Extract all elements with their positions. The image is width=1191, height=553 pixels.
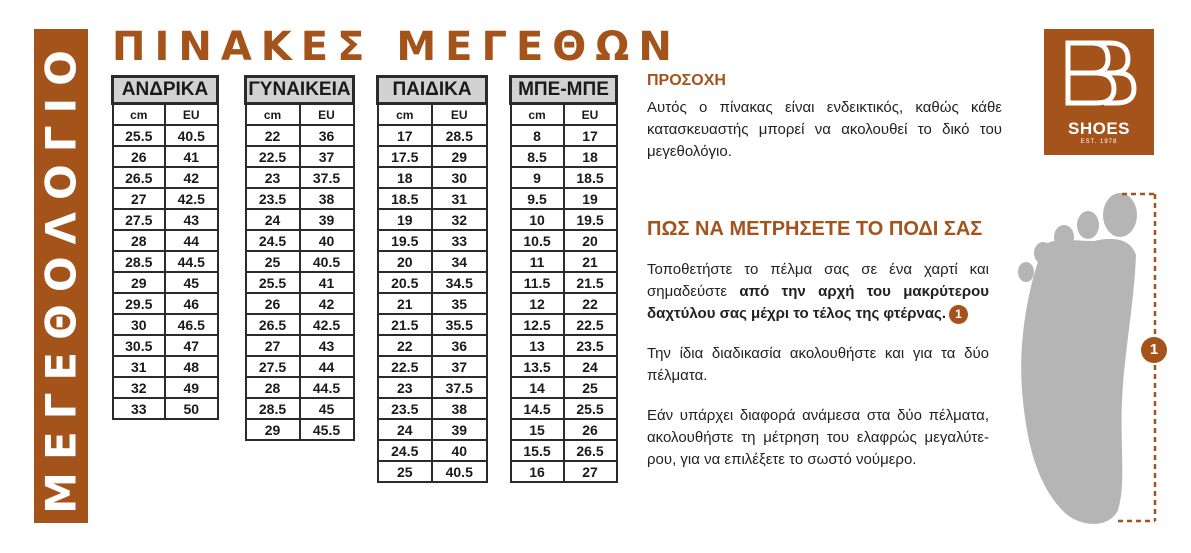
cm-cell: 8.5 — [511, 146, 564, 167]
column-header-eu: EU — [165, 104, 218, 126]
cm-cell: 27.5 — [113, 209, 166, 230]
eu-cell: 41 — [165, 146, 218, 167]
eu-cell: 43 — [165, 209, 218, 230]
table-row — [378, 314, 487, 335]
logo-name: SHOES — [1067, 119, 1131, 138]
cm-cell: 22 — [378, 335, 432, 356]
eu-cell: 37 — [300, 146, 354, 167]
cm-cell: 25 — [246, 251, 300, 272]
cm-cell: 13 — [511, 335, 564, 356]
table-row — [378, 209, 487, 230]
eu-cell: 38 — [432, 398, 487, 419]
column-header-cm: cm — [378, 104, 432, 126]
cm-cell: 28.5 — [246, 398, 300, 419]
table-row — [378, 188, 487, 209]
cm-cell: 20.5 — [378, 272, 432, 293]
cm-cell: 22.5 — [246, 146, 300, 167]
toe-icon — [1034, 242, 1052, 264]
cm-cell: 24.5 — [378, 440, 432, 461]
cm-cell: 19 — [378, 209, 432, 230]
eu-cell: 42 — [300, 293, 354, 314]
table-row — [113, 272, 218, 293]
eu-cell: 45 — [165, 272, 218, 293]
size-table — [509, 75, 618, 483]
eu-cell: 40.5 — [432, 461, 487, 482]
eu-cell: 40 — [432, 440, 487, 461]
eu-cell: 41 — [300, 272, 354, 293]
eu-cell: 40.5 — [165, 125, 218, 146]
table-title: ΠΑΙΔΙΚΑ — [378, 77, 487, 104]
table-row — [246, 230, 354, 251]
toe-icon — [1103, 193, 1137, 237]
cm-cell: 29 — [113, 272, 166, 293]
eu-cell: 24 — [564, 356, 617, 377]
cm-cell: 19.5 — [378, 230, 432, 251]
cm-cell: 23 — [378, 377, 432, 398]
table-row — [378, 125, 487, 146]
table-row — [246, 167, 354, 188]
table-row — [511, 335, 617, 356]
table-row — [113, 356, 218, 377]
eu-cell: 36 — [432, 335, 487, 356]
measure-p1-bold: από την αρχή του μακρύτερου δαχτύλου σας μέχρι το τέλος της φτέρνας. — [647, 283, 989, 322]
cm-cell: 12.5 — [511, 314, 564, 335]
cm-cell: 28 — [246, 377, 300, 398]
table-row — [511, 398, 617, 419]
cm-cell: 32 — [113, 377, 166, 398]
eu-cell: 26.5 — [564, 440, 617, 461]
table-row — [246, 335, 354, 356]
table-row — [113, 377, 218, 398]
eu-cell: 45 — [300, 398, 354, 419]
cm-cell: 23.5 — [246, 188, 300, 209]
cm-cell: 11.5 — [511, 272, 564, 293]
table-row — [511, 461, 617, 482]
measure-heading: ΠΩΣ ΝΑ ΜΕΤΡΗΣΕΤΕ ΤΟ ΠΟΔΙ ΣΑΣ — [647, 218, 983, 240]
cm-cell: 28.5 — [113, 251, 166, 272]
cm-cell: 16 — [511, 461, 564, 482]
table-row — [113, 293, 218, 314]
eu-cell: 23.5 — [564, 335, 617, 356]
eu-cell: 40 — [300, 230, 354, 251]
table-row — [113, 314, 218, 335]
cm-cell: 15.5 — [511, 440, 564, 461]
cm-cell: 33 — [113, 398, 166, 419]
logo-est: EST. 1978 — [1080, 139, 1118, 145]
eu-cell: 32 — [432, 209, 487, 230]
table-row — [246, 419, 354, 440]
eu-cell: 39 — [432, 419, 487, 440]
eu-cell: 25.5 — [564, 398, 617, 419]
cm-cell: 22.5 — [378, 356, 432, 377]
table-row — [511, 377, 617, 398]
cm-cell: 12 — [511, 293, 564, 314]
table-row — [511, 440, 617, 461]
eu-cell: 44.5 — [300, 377, 354, 398]
eu-cell: 19 — [564, 188, 617, 209]
cm-cell: 30.5 — [113, 335, 166, 356]
eu-cell: 38 — [300, 188, 354, 209]
table-row — [511, 188, 617, 209]
cm-cell: 17 — [378, 125, 432, 146]
eu-cell: 42.5 — [165, 188, 218, 209]
measure-paragraph-1 — [647, 259, 989, 325]
eu-cell: 17 — [564, 125, 617, 146]
cm-cell: 26.5 — [246, 314, 300, 335]
table-row — [246, 314, 354, 335]
table-row — [511, 167, 617, 188]
cm-cell: 18 — [378, 167, 432, 188]
column-header-eu: EU — [432, 104, 487, 126]
eu-cell: 42.5 — [300, 314, 354, 335]
eu-cell: 26 — [564, 419, 617, 440]
page-title: ΠΙΝΑΚΕΣ ΜΕΓΕΘΩΝ — [112, 24, 681, 70]
table-row — [113, 209, 218, 230]
cm-cell: 25 — [378, 461, 432, 482]
eu-cell: 49 — [165, 377, 218, 398]
cm-cell: 9.5 — [511, 188, 564, 209]
eu-cell: 42 — [165, 167, 218, 188]
eu-cell: 21.5 — [564, 272, 617, 293]
eu-cell: 18 — [564, 146, 617, 167]
table-row — [511, 272, 617, 293]
table-row — [511, 146, 617, 167]
table-title: ΓΥΝΑΙΚΕΙΑ — [246, 77, 354, 104]
vertical-title-bar — [34, 29, 88, 523]
toe-icon — [1077, 211, 1099, 239]
table-row — [378, 461, 487, 482]
table-row — [511, 356, 617, 377]
table-row — [378, 356, 487, 377]
table-row — [378, 230, 487, 251]
eu-cell: 48 — [165, 356, 218, 377]
eu-cell: 22.5 — [564, 314, 617, 335]
eu-cell: 18.5 — [564, 167, 617, 188]
cm-cell: 31 — [113, 356, 166, 377]
table-row — [246, 293, 354, 314]
cm-cell: 10.5 — [511, 230, 564, 251]
eu-cell: 44 — [300, 356, 354, 377]
eu-cell: 28.5 — [432, 125, 487, 146]
eu-cell: 37 — [432, 356, 487, 377]
cm-cell: 25.5 — [246, 272, 300, 293]
table-row — [378, 419, 487, 440]
cm-cell: 10 — [511, 209, 564, 230]
eu-cell: 27 — [564, 461, 617, 482]
table-row — [246, 209, 354, 230]
cm-cell: 26 — [246, 293, 300, 314]
cm-cell: 28 — [113, 230, 166, 251]
notice-heading: ΠΡΟΣΟΧΗ — [647, 72, 726, 89]
column-header-cm: cm — [113, 104, 166, 126]
cm-cell: 29 — [246, 419, 300, 440]
cm-cell: 29.5 — [113, 293, 166, 314]
cm-cell: 11 — [511, 251, 564, 272]
table-row — [246, 356, 354, 377]
table-row — [511, 419, 617, 440]
size-table — [244, 75, 355, 441]
eu-cell: 30 — [432, 167, 487, 188]
table-row — [378, 335, 487, 356]
monogram-icon — [1044, 35, 1154, 107]
table-row — [246, 188, 354, 209]
eu-cell: 33 — [432, 230, 487, 251]
eu-cell: 46 — [165, 293, 218, 314]
cm-cell: 17.5 — [378, 146, 432, 167]
table-title: ΜΠΕ-ΜΠΕ — [511, 77, 617, 104]
cm-cell: 15 — [511, 419, 564, 440]
table-row — [246, 398, 354, 419]
table-row — [511, 209, 617, 230]
eu-cell: 43 — [300, 335, 354, 356]
column-header-eu: EU — [564, 104, 617, 126]
eu-cell: 44.5 — [165, 251, 218, 272]
eu-cell: 22 — [564, 293, 617, 314]
cm-cell: 26 — [113, 146, 166, 167]
table-row — [113, 251, 218, 272]
cm-cell: 22 — [246, 125, 300, 146]
cm-cell: 27.5 — [246, 356, 300, 377]
eu-cell: 36 — [300, 125, 354, 146]
vertical-title: ΜΕΓΕΘΟΛΟΓΙΟ — [36, 38, 86, 514]
eu-cell: 29 — [432, 146, 487, 167]
eu-cell: 50 — [165, 398, 218, 419]
eu-cell: 20 — [564, 230, 617, 251]
cm-cell: 25.5 — [113, 125, 166, 146]
eu-cell: 21 — [564, 251, 617, 272]
cm-cell: 23 — [246, 167, 300, 188]
foot-sole-icon — [1021, 239, 1136, 524]
table-row — [113, 125, 218, 146]
table-row — [113, 230, 218, 251]
cm-cell: 23.5 — [378, 398, 432, 419]
measure-p1-text: Τοποθετήστε το πέλμα σας σε ένα χαρτί και σημαδεύστε — [647, 261, 989, 300]
eu-cell: 46.5 — [165, 314, 218, 335]
measure-paragraph-2: Την ίδια διαδικασία ακολουθήστε και για τα δύο πέλματα. — [647, 345, 989, 384]
table-row — [246, 146, 354, 167]
cm-cell: 21.5 — [378, 314, 432, 335]
eu-cell: 34 — [432, 251, 487, 272]
cm-cell: 30 — [113, 314, 166, 335]
brand-logo — [1044, 29, 1154, 155]
cm-cell: 20 — [378, 251, 432, 272]
table-row — [378, 272, 487, 293]
table-row — [113, 398, 218, 419]
cm-cell: 27 — [113, 188, 166, 209]
table-row — [511, 293, 617, 314]
cm-cell: 24 — [378, 419, 432, 440]
cm-cell: 26.5 — [113, 167, 166, 188]
eu-cell: 44 — [165, 230, 218, 251]
column-header-cm: cm — [511, 104, 564, 126]
foot-length-marker: 1 — [1141, 337, 1167, 363]
table-row — [246, 125, 354, 146]
table-row — [378, 293, 487, 314]
cm-cell: 18.5 — [378, 188, 432, 209]
cm-cell: 24 — [246, 209, 300, 230]
cm-cell: 14.5 — [511, 398, 564, 419]
step-marker: 1 — [949, 305, 968, 324]
cm-cell: 27 — [246, 335, 300, 356]
table-row — [378, 398, 487, 419]
table-title: ΑΝΔΡΙΚΑ — [113, 77, 218, 104]
column-header-cm: cm — [246, 104, 300, 126]
size-table — [111, 75, 219, 420]
table-row — [378, 251, 487, 272]
cm-cell: 13.5 — [511, 356, 564, 377]
eu-cell: 25 — [564, 377, 617, 398]
table-row — [511, 230, 617, 251]
notice-text: Αυτός ο πίνακας είναι ενδεικτικός, καθώς κάθε κατασκευαστής μπορεί να ακολουθεί το δικό του μεγεθολόγιο. — [647, 99, 1002, 160]
table-row — [511, 251, 617, 272]
eu-cell: 39 — [300, 209, 354, 230]
eu-cell: 35.5 — [432, 314, 487, 335]
eu-cell: 45.5 — [300, 419, 354, 440]
toe-icon — [1054, 225, 1074, 249]
table-row — [246, 272, 354, 293]
column-header-eu: EU — [300, 104, 354, 126]
table-row — [511, 314, 617, 335]
cm-cell: 14 — [511, 377, 564, 398]
table-row — [378, 440, 487, 461]
table-row — [378, 377, 487, 398]
eu-cell: 47 — [165, 335, 218, 356]
table-row — [113, 167, 218, 188]
cm-cell: 24.5 — [246, 230, 300, 251]
table-row — [113, 335, 218, 356]
table-row — [246, 251, 354, 272]
table-row — [378, 146, 487, 167]
table-row — [378, 167, 487, 188]
eu-cell: 31 — [432, 188, 487, 209]
table-row — [246, 377, 354, 398]
cm-cell: 8 — [511, 125, 564, 146]
cm-cell: 9 — [511, 167, 564, 188]
eu-cell: 37.5 — [432, 377, 487, 398]
eu-cell: 40.5 — [300, 251, 354, 272]
eu-cell: 19.5 — [564, 209, 617, 230]
table-row — [113, 188, 218, 209]
table-row — [511, 125, 617, 146]
toe-icon — [1018, 262, 1034, 282]
eu-cell: 34.5 — [432, 272, 487, 293]
size-table — [376, 75, 488, 483]
cm-cell: 21 — [378, 293, 432, 314]
table-row — [113, 146, 218, 167]
measure-paragraph-3: Εάν υπάρχει διαφορά ανάμεσα στα δύο πέλματα, ακολουθήστε τη μέτρηση του ελαφρώς μεγαλύτε-ρου, για να επιλέξετε το σωστό νούμερο. — [647, 407, 989, 468]
eu-cell: 35 — [432, 293, 487, 314]
eu-cell: 37.5 — [300, 167, 354, 188]
